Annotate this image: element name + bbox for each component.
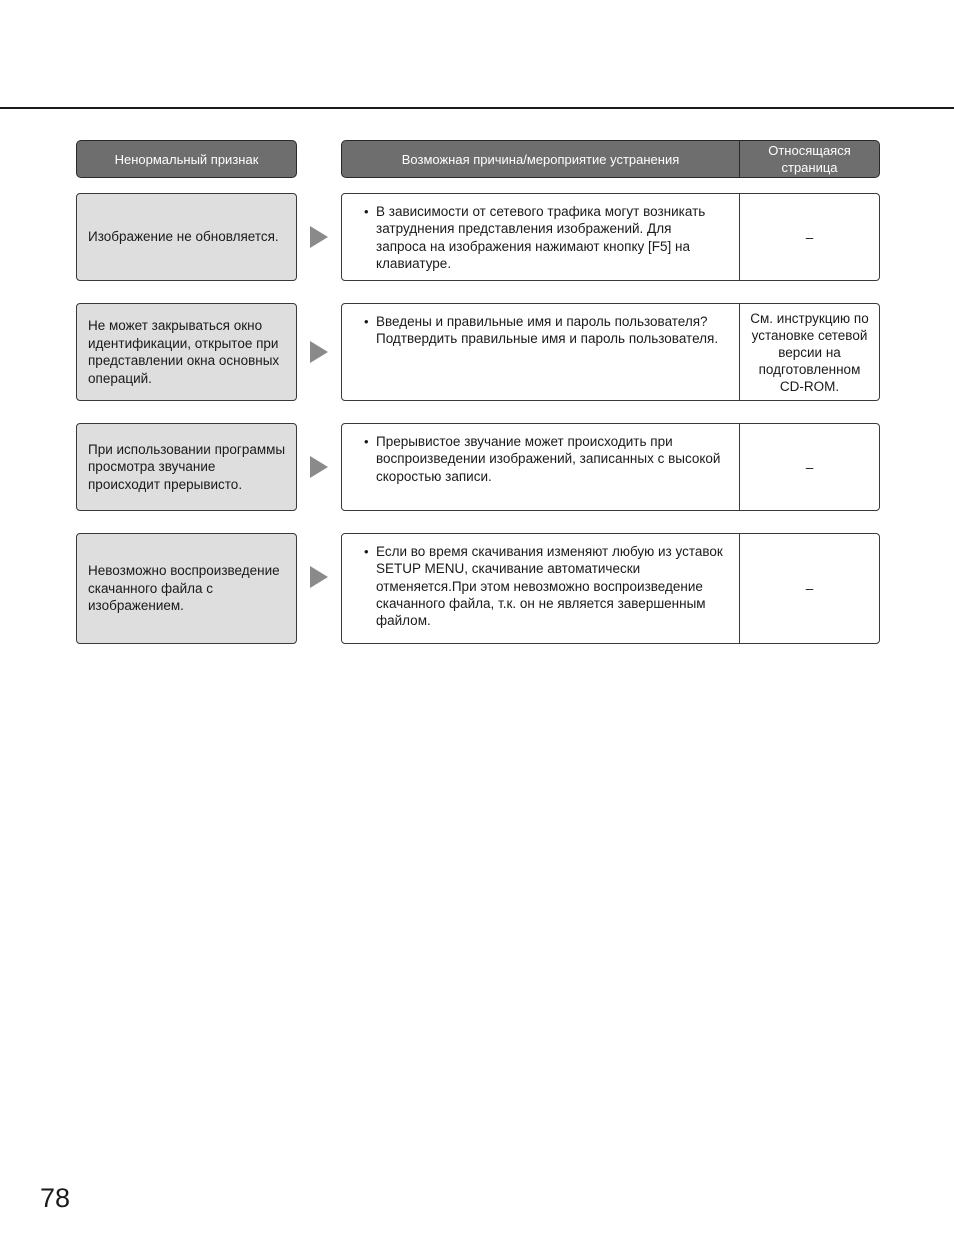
header-cause-page xyxy=(341,140,880,178)
header-symptom xyxy=(76,140,297,178)
bullet-icon: • xyxy=(364,434,369,449)
page-ref-cell xyxy=(739,424,879,510)
cause-box-1 xyxy=(341,193,880,281)
page-ref-text: – xyxy=(805,229,814,245)
header-cause-label: Возможная причина/мероприятие устранения xyxy=(401,151,680,167)
cause-box-3 xyxy=(341,423,880,511)
arrow-right-icon xyxy=(310,341,328,363)
cause-cell xyxy=(342,194,739,280)
header-page-ref-label: Относящаяся страница xyxy=(768,143,851,175)
cause-box-2 xyxy=(341,303,880,401)
page-ref-text: См. инструкцию по установке сетевой версии на подготовленном CD-ROM. xyxy=(750,310,869,394)
bullet-icon: • xyxy=(364,314,369,329)
cause-box-4 xyxy=(341,533,880,644)
symptom-box-2 xyxy=(76,303,297,401)
symptom-text: Изображение не обновляется. xyxy=(88,229,279,245)
header-symptom-label: Ненормальный признак xyxy=(114,151,259,167)
symptom-box-4 xyxy=(76,533,297,644)
arrow-right-icon xyxy=(310,566,328,588)
top-rule xyxy=(0,107,954,109)
symptom-box-1 xyxy=(76,193,297,281)
cause-text: Введены и правильные имя и пароль пользователя? Подтвердить правильные имя и пароль пользователя. xyxy=(376,314,719,347)
arrow-right-icon xyxy=(310,456,328,478)
symptom-text: Невозможно воспроизведение скачанного файла с изображением. xyxy=(88,563,280,614)
cause-text: В зависимости от сетевого трафика могут возникать затруднения представления изображений. Для запроса на изображения нажимают кнопку [F5] на клавиатуре. xyxy=(376,204,706,271)
header-page-ref xyxy=(739,141,879,177)
page-ref-text: – xyxy=(805,459,814,475)
header-cause xyxy=(342,141,739,177)
page-ref-cell xyxy=(739,534,879,643)
symptom-box-3 xyxy=(76,423,297,511)
page-ref-text: – xyxy=(805,581,814,596)
symptom-text: Не может закрываться окно идентификации, открытое при представлении окна основных операций. xyxy=(88,318,280,386)
cause-text: Если во время скачивания изменяют любую из уставок SETUP MENU, скачивание автоматически отменяется.При этом невозможно воспроизведение скачанного файла, т.к. он не является завершенным файлом. xyxy=(376,544,723,629)
cause-text: Прерывистое звучание может происходить при воспроизведении изображений, записанных с высокой скоростью записи. xyxy=(376,434,721,484)
arrow-right-icon xyxy=(310,226,328,248)
page-number: 78 xyxy=(40,1183,71,1213)
bullet-icon: • xyxy=(364,204,369,219)
cause-cell xyxy=(342,534,739,643)
symptom-text: При использовании программы просмотра звучание происходит прерывисто. xyxy=(88,441,286,492)
page-ref-cell xyxy=(739,194,879,280)
page-ref-cell xyxy=(739,304,879,400)
cause-cell xyxy=(342,424,739,510)
bullet-icon: • xyxy=(364,544,369,559)
cause-cell xyxy=(342,304,739,400)
